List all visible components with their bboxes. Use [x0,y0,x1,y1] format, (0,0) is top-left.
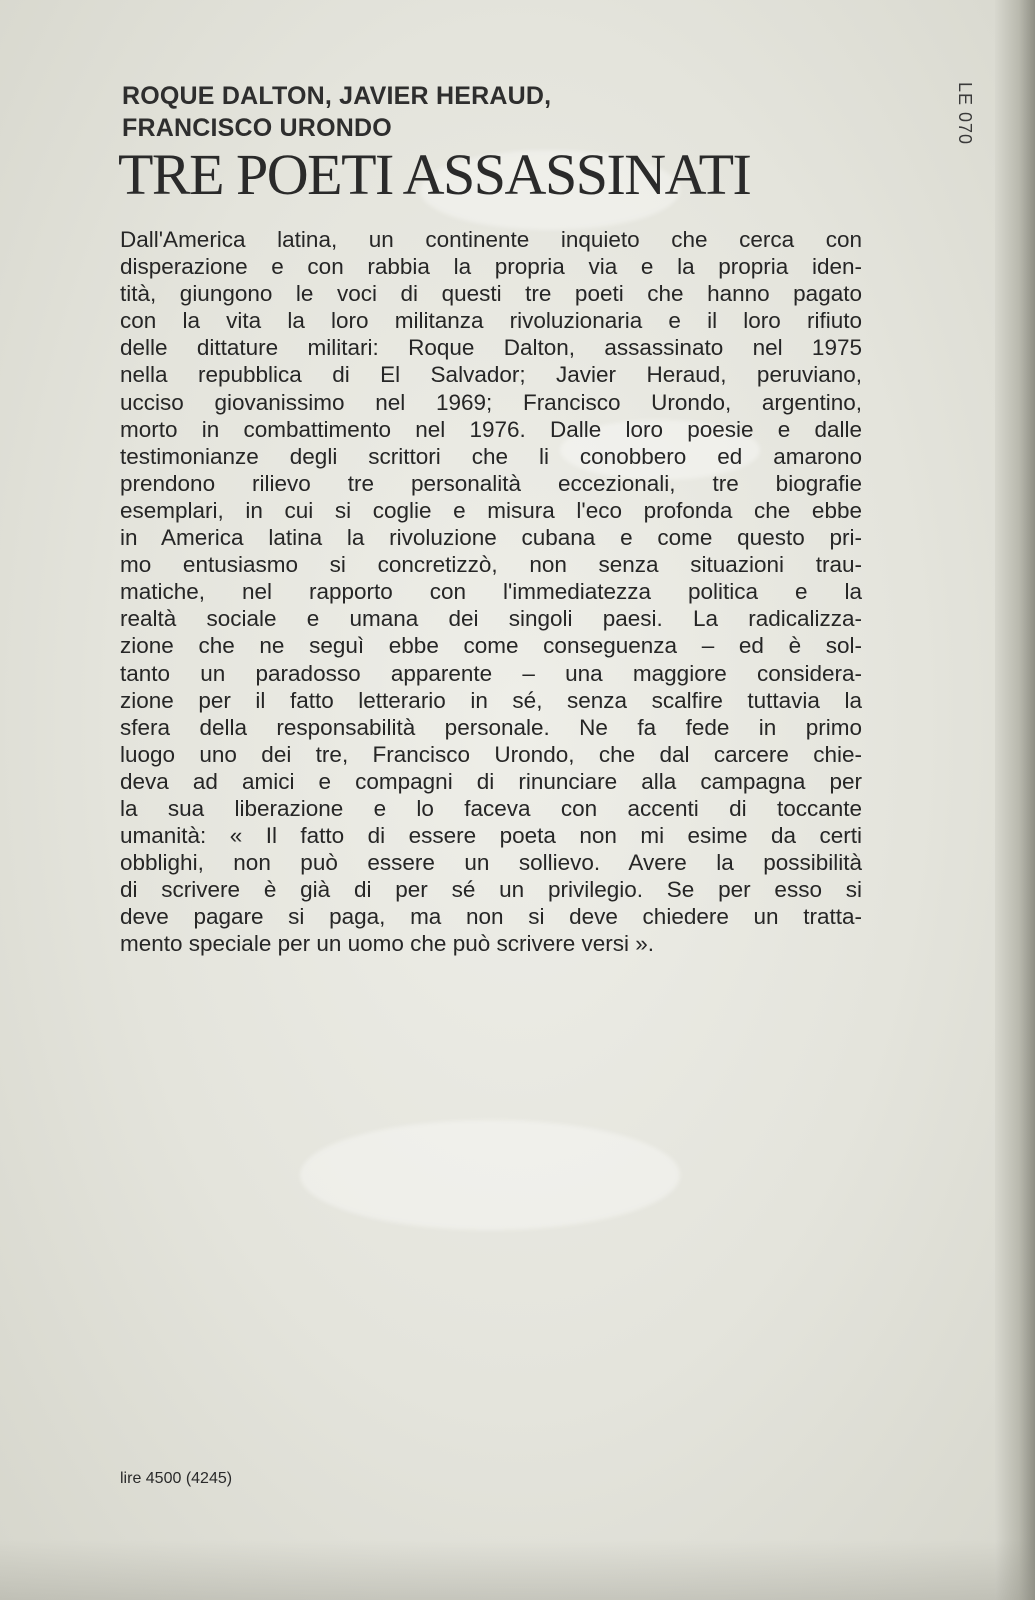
description-line: ucciso giovanissimo nel 1969; Francisco Urondo, argentino, [120,389,862,415]
description-line: in America latina la rivoluzione cubana e come questo pri- [120,525,862,551]
description-line: la sua liberazione e lo faceva con accenti di toccante [120,795,862,821]
description-line: deve pagare si paga, ma non si deve chiedere un tratta- [120,904,862,930]
description-line: con la vita la loro militanza rivoluzionaria e il loro rifiuto [120,308,862,334]
description-line: tanto un paradosso apparente – una maggiore considera- [120,660,862,686]
description-line: sfera della responsabilità personale. Ne fa fede in primo [120,714,862,740]
price-label: lire 4500 (4245) [120,1470,233,1487]
book-edge [995,0,1035,1600]
description-line: matiche, nel rapporto con l'immediatezza politica e la [120,579,862,605]
description-line: Dall'America latina, un continente inquieto che cerca con [120,227,862,252]
authors-line: FRANCISCO URONDO [122,114,392,142]
authors-block [122,80,551,144]
description-line: realtà sociale e umana dei singoli paesi. La radicalizza- [120,606,862,632]
description-line: testimonianze degli scrittori che li conobbero ed amarono [120,443,862,469]
description-line: obblighi, non può essere un sollievo. Avere la possibilità [120,850,862,876]
authors-line: ROQUE DALTON, JAVIER HERAUD, [122,82,552,110]
description-line: zione che ne seguì ebbe come conseguenza – ed è sol- [120,633,862,659]
description-line: zione per il fatto letterario in sé, senza scalfire tuttavia la [120,687,862,713]
plastic-glare [300,1120,680,1230]
book-title: TRE POETI ASSASSINATI [118,142,751,207]
series-code: LE 070 [955,82,975,146]
description-text [120,226,862,958]
description-line: tità, giungono le voci di questi tre poeti che hanno pagato [120,281,862,307]
description-line: disperazione e con rabbia la propria via e la propria iden- [120,254,862,280]
description-line: morto in combattimento nel 1976. Dalle loro poesie e dalle [120,416,862,442]
description-line: prendono rilievo tre personalità eccezionali, tre biografie [120,470,862,496]
description-line: esemplari, in cui si coglie e misura l'eco profonda che ebbe [120,497,862,523]
description-line: umanità: « Il fatto di essere poeta non mi esime da certi [120,823,862,849]
description-line: di scrivere è già di per sé un privilegio. Se per esso si [120,877,862,903]
description-line: luogo uno dei tre, Francisco Urondo, che dal carcere chie- [120,741,862,767]
description-line: nella repubblica di El Salvador; Javier Heraud, peruviano, [120,362,862,388]
description-line: mo entusiasmo si concretizzò, non senza situazioni trau- [120,552,862,578]
description-line: mento speciale per un uomo che può scrivere versi ». [120,931,655,957]
description-line: deva ad amici e compagni di rinunciare alla campagna per [120,768,862,794]
shadow-edge [0,1540,1035,1600]
description-line: delle dittature militari: Roque Dalton, assassinato nel 1975 [120,335,862,361]
